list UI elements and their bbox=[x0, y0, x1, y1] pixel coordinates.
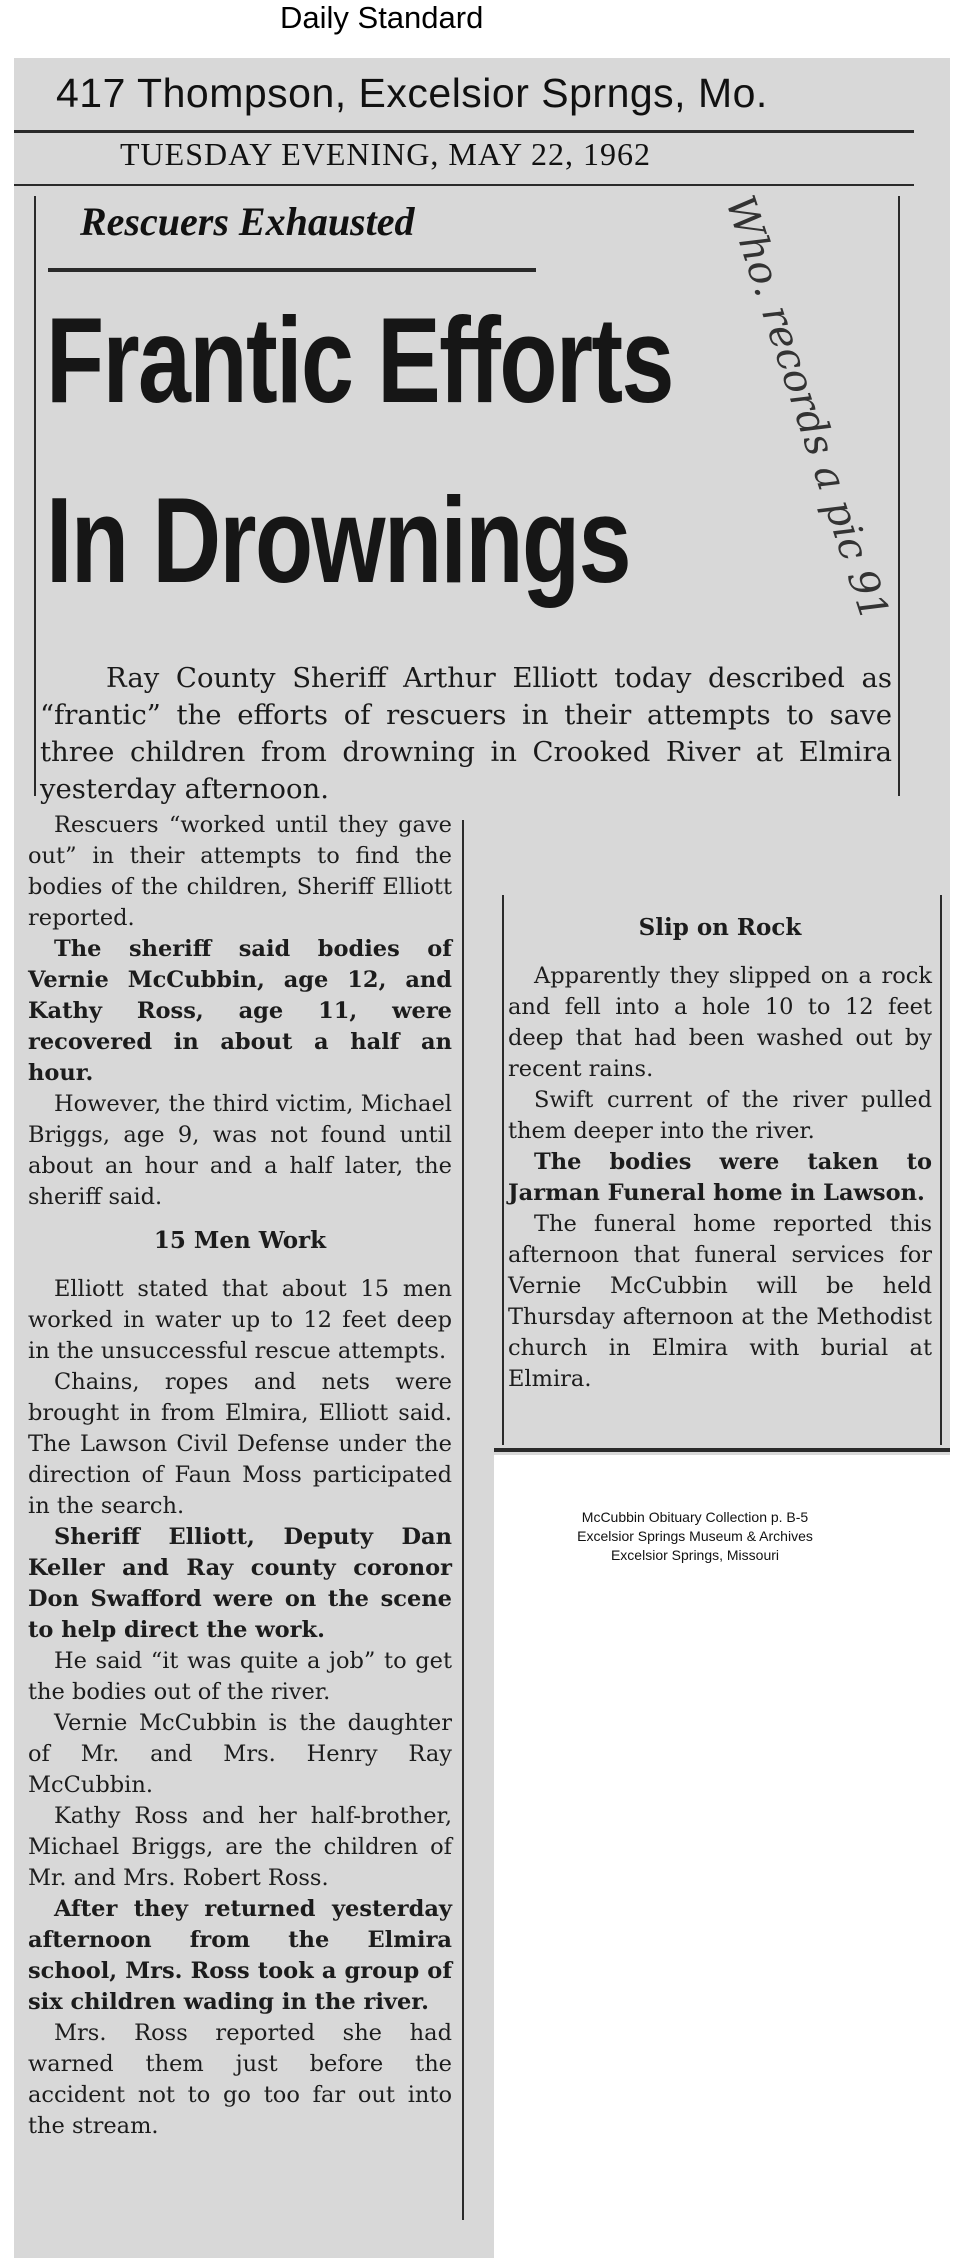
subhead-15-men-work: 15 Men Work bbox=[153, 1227, 327, 1254]
dateline: TUESDAY EVENING, MAY 22, 1962 bbox=[120, 136, 651, 172]
credit-line: McCubbin Obituary Collection p. B-5 bbox=[581, 1509, 809, 1525]
dateline-rule bbox=[14, 184, 914, 186]
column-rule bbox=[462, 820, 464, 2220]
paragraph: The funeral home reported this afternoon that funeral services for Vernie McCubbin will be held Thursday afternoon at the Methodist church in Elmira with burial at Elmira. bbox=[508, 1211, 932, 1392]
paragraph: Apparently they slipped on a rock and fell into a hole 10 to 12 feet deep that had been washed out by recent rains. bbox=[508, 963, 932, 1082]
right-column-bottom-rule bbox=[494, 1448, 950, 1452]
right-column-left-rule bbox=[502, 895, 504, 1445]
paragraph: He said “it was quite a job” to get the bodies out of the river. bbox=[28, 1648, 452, 1705]
paragraph: Sheriff Elliott, Deputy Dan Keller and Ray county coronor Don Swafford were on the scene to help direct the work. bbox=[28, 1524, 452, 1643]
kicker-headline: Rescuers Exhausted bbox=[80, 199, 415, 244]
masthead: 417 Thompson, Excelsior Sprngs, Mo. bbox=[56, 70, 768, 116]
paragraph: After they returned yesterday afternoon from the Elmira school, Mrs. Ross took a group of six children wading in the river. bbox=[28, 1896, 452, 2015]
headline-line-2: In Drownings bbox=[46, 472, 630, 608]
paragraph: Kathy Ross and her half-brother, Michael Briggs, are the children of Mr. and Mrs. Robert Ross. bbox=[28, 1803, 452, 1891]
paragraph: Swift current of the river pulled them deeper into the river. bbox=[508, 1087, 932, 1144]
lead-text: Ray County Sheriff Arthur Elliott today described as “frantic” the efforts of rescuers in their attempts to save three children from drowning in Crooked River at Elmira yesterday afternoon. bbox=[40, 662, 892, 805]
paragraph: Vernie McCubbin is the daughter of Mr. and Mrs. Henry Ray McCubbin. bbox=[28, 1710, 452, 1798]
archive-credit bbox=[540, 1508, 850, 1565]
right-border bbox=[898, 196, 900, 796]
paragraph: Elliott stated that about 15 men worked in water up to 12 feet deep in the unsuccessful rescue attempts. bbox=[28, 1276, 452, 1364]
credit-line: Excelsior Springs Museum & Archives bbox=[577, 1528, 813, 1544]
right-column bbox=[508, 900, 932, 1395]
masthead-rule bbox=[14, 130, 914, 133]
left-column bbox=[28, 810, 452, 2142]
lead-paragraph bbox=[40, 660, 892, 808]
paragraph: Mrs. Ross reported she had warned them just before the accident not to go too far out into the stream. bbox=[28, 2020, 452, 2139]
right-column-right-rule bbox=[940, 895, 942, 1445]
source-label: Daily Standard bbox=[280, 0, 484, 35]
paragraph: The sheriff said bodies of Vernie McCubbin, age 12, and Kathy Ross, age 11, were recovered in about a half an hour. bbox=[28, 936, 452, 1086]
kicker-rule bbox=[48, 268, 536, 272]
headline-line-1: Frantic Efforts bbox=[46, 292, 673, 428]
credit-line: Excelsior Springs, Missouri bbox=[610, 1547, 780, 1563]
paragraph: Chains, ropes and nets were brought in from Elmira, Elliott said. The Lawson Civil Defense under the direction of Faun Moss participated in the search. bbox=[28, 1369, 452, 1519]
handwritten-note: Who. records a pic 91 bbox=[716, 190, 898, 627]
subhead-slip-on-rock: Slip on Rock bbox=[638, 914, 802, 941]
left-border bbox=[34, 196, 36, 796]
paragraph: The bodies were taken to Jarman Funeral home in Lawson. bbox=[508, 1149, 932, 1206]
paragraph: Rescuers “worked until they gave out” in their attempts to find the bodies of the children, Sheriff Elliott reported. bbox=[28, 812, 452, 931]
paragraph: However, the third victim, Michael Briggs, age 9, was not found until about an hour and a half later, the sheriff said. bbox=[28, 1091, 452, 1210]
